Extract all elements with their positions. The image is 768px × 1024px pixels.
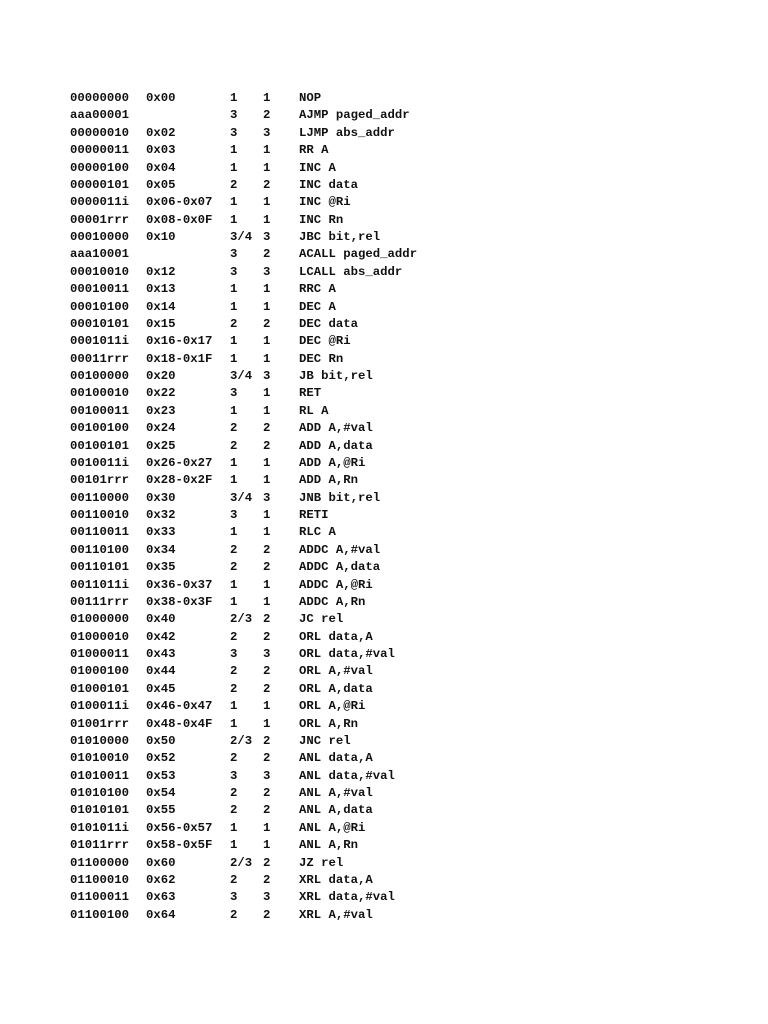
byte-count-cell: 2	[230, 438, 238, 453]
byte-count-cell: 2	[230, 664, 238, 679]
mnemonic-cell: DEC data	[299, 316, 359, 331]
mnemonic-cell: DEC Rn	[299, 351, 344, 366]
cycle-count-cell: 1	[263, 195, 271, 210]
hex-opcode-cell: 0x13	[146, 282, 176, 297]
hex-opcode-cell: 0x43	[146, 647, 176, 661]
byte-count-cell: 3/4	[230, 369, 253, 383]
mnemonic-cell: DEC A	[299, 299, 336, 314]
mnemonic-cell: ADDC A,data	[299, 560, 381, 575]
hex-opcode-cell: 0x56-0x57	[146, 820, 213, 835]
hex-opcode-cell: 0x34	[146, 542, 176, 557]
mnemonic-cell: XRL data,#val	[299, 890, 395, 905]
hex-opcode-cell: 0x63	[146, 890, 176, 905]
cycle-count-cell: 1	[263, 91, 271, 105]
cycle-count-cell: 2	[263, 612, 271, 627]
mnemonic-cell: INC @Ri	[299, 195, 351, 210]
binary-opcode-cell: aaa00001	[70, 108, 130, 123]
hex-opcode-cell: 0x22	[146, 386, 176, 401]
binary-opcode-cell: 0000011i	[70, 195, 130, 210]
hex-opcode-cell: 0x62	[146, 872, 176, 887]
cycle-count-cell: 2	[263, 560, 271, 575]
cycle-count-cell: 3	[263, 369, 271, 383]
binary-opcode-cell: 00100101	[70, 438, 130, 453]
cycle-count-cell: 3	[263, 490, 271, 505]
binary-opcode-cell: 00100100	[70, 421, 130, 436]
binary-opcode-cell: 00100010	[70, 386, 130, 401]
hex-opcode-cell: 0x23	[146, 403, 176, 418]
hex-opcode-cell: 0x28-0x2F	[146, 473, 213, 488]
hex-opcode-cell: 0x55	[146, 803, 176, 818]
mnemonic-cell: ADD A,@Ri	[299, 455, 366, 470]
mnemonic-cell: ANL A,data	[299, 803, 373, 818]
cycle-count-cell: 1	[263, 351, 271, 366]
mnemonic-cell: RL A	[299, 403, 329, 418]
hex-opcode-cell: 0x32	[146, 508, 176, 522]
mnemonic-cell: ORL data,#val	[299, 647, 395, 661]
byte-count-cell: 2	[230, 786, 238, 800]
mnemonic-cell: ANL data,#val	[299, 768, 395, 783]
cycle-count-cell: 2	[263, 316, 271, 331]
hex-opcode-cell: 0x25	[146, 438, 176, 453]
cycle-count-cell: 1	[263, 334, 271, 349]
mnemonic-cell: RRC A	[299, 282, 336, 297]
mnemonic-cell: ANL A,#val	[299, 786, 373, 800]
cycle-count-cell: 2	[263, 629, 271, 644]
mnemonic-cell: ADD A,#val	[299, 421, 373, 436]
byte-count-cell: 2	[230, 177, 238, 192]
hex-opcode-cell: 0x03	[146, 143, 176, 158]
mnemonic-cell: ADD A,data	[299, 438, 373, 453]
binary-opcode-cell: 00010101	[70, 316, 130, 331]
mnemonic-cell: ANL A,@Ri	[299, 820, 366, 835]
binary-opcode-cell: 00110101	[70, 560, 130, 575]
byte-count-cell: 3	[230, 386, 238, 401]
cycle-count-cell: 2	[263, 733, 271, 748]
hex-opcode-cell: 0x33	[146, 525, 176, 540]
binary-opcode-cell: 00000010	[70, 125, 130, 140]
cycle-count-cell: 2	[263, 681, 271, 696]
cycle-count-cell: 1	[263, 473, 271, 488]
byte-count-cell: 2	[230, 681, 238, 696]
mnemonic-cell: RLC A	[299, 525, 336, 540]
cycle-count-cell: 3	[263, 230, 271, 244]
cycle-count-cell: 3	[263, 125, 271, 140]
cycle-count-cell: 2	[263, 803, 271, 818]
mnemonic-cell: XRL data,A	[299, 872, 373, 887]
mnemonic-cell: NOP	[299, 91, 322, 105]
cycle-count-cell: 1	[263, 716, 271, 731]
hex-opcode-cell: 0x04	[146, 160, 176, 175]
byte-count-cell: 1	[230, 455, 238, 470]
hex-opcode-cell: 0x45	[146, 681, 176, 696]
mnemonic-cell: ORL A,#val	[299, 664, 373, 679]
cycle-count-cell: 2	[263, 247, 271, 262]
binary-opcode-cell: 01000011	[70, 647, 130, 661]
cycle-count-cell: 1	[263, 160, 271, 175]
binary-opcode-cell: 00100000	[70, 369, 130, 383]
hex-opcode-cell: 0x14	[146, 299, 176, 314]
cycle-count-cell: 1	[263, 143, 271, 158]
hex-opcode-cell: 0x64	[146, 907, 176, 922]
mnemonic-cell: ORL A,@Ri	[299, 699, 366, 714]
cycle-count-cell: 2	[263, 421, 271, 436]
mnemonic-cell: INC Rn	[299, 212, 344, 227]
mnemonic-cell: JBC bit,rel	[299, 230, 381, 244]
cycle-count-cell: 3	[263, 264, 271, 279]
cycle-count-cell: 2	[263, 907, 271, 922]
cycle-count-cell: 1	[263, 594, 271, 609]
cycle-count-cell: 2	[263, 786, 271, 800]
byte-count-cell: 2	[230, 872, 238, 887]
cycle-count-cell: 1	[263, 403, 271, 418]
mnemonic-cell: JC rel	[299, 612, 344, 627]
mnemonic-cell: RET	[299, 386, 322, 401]
byte-count-cell: 3	[230, 508, 238, 522]
binary-opcode-cell: 00000011	[70, 143, 130, 158]
cycle-count-cell: 1	[263, 282, 271, 297]
cycle-count-cell: 3	[263, 647, 271, 661]
byte-count-cell: 1	[230, 299, 238, 314]
mnemonic-cell: RETI	[299, 508, 329, 522]
byte-count-cell: 1	[230, 143, 238, 158]
binary-opcode-cell: 0011011i	[70, 577, 130, 592]
hex-opcode-cell: 0x16-0x17	[146, 334, 213, 349]
hex-opcode-cell: 0x54	[146, 786, 176, 800]
hex-opcode-cell: 0x60	[146, 855, 176, 870]
cycle-count-cell: 2	[263, 438, 271, 453]
binary-opcode-cell: 00101rrr	[70, 473, 130, 488]
binary-opcode-cell: 00010000	[70, 230, 130, 244]
byte-count-cell: 3	[230, 125, 238, 140]
binary-opcode-cell: 01000000	[70, 612, 130, 627]
binary-opcode-cell: 00111rrr	[70, 594, 130, 609]
hex-opcode-cell: 0x48-0x4F	[146, 716, 213, 731]
mnemonic-cell: INC data	[299, 177, 359, 192]
binary-opcode-cell: 01010000	[70, 733, 130, 748]
mnemonic-cell: ORL A,Rn	[299, 716, 359, 731]
byte-count-cell: 2	[230, 803, 238, 818]
mnemonic-cell: ADD A,Rn	[299, 473, 359, 488]
byte-count-cell: 1	[230, 716, 238, 731]
binary-opcode-cell: 01000010	[70, 629, 130, 644]
byte-count-cell: 1	[230, 525, 238, 540]
hex-opcode-cell: 0x26-0x27	[146, 455, 213, 470]
binary-opcode-cell: 00110000	[70, 490, 130, 505]
cycle-count-cell: 1	[263, 508, 271, 522]
mnemonic-cell: ORL data,A	[299, 629, 373, 644]
binary-opcode-cell: 00110011	[70, 525, 130, 540]
hex-opcode-cell: 0x15	[146, 316, 176, 331]
hex-opcode-cell: 0x40	[146, 612, 176, 627]
binary-opcode-cell: 00000100	[70, 160, 130, 175]
byte-count-cell: 1	[230, 195, 238, 210]
mnemonic-cell: ORL A,data	[299, 681, 373, 696]
hex-opcode-cell: 0x08-0x0F	[146, 212, 213, 227]
mnemonic-cell: ADDC A,Rn	[299, 594, 366, 609]
byte-count-cell: 1	[230, 699, 238, 714]
mnemonic-cell: AJMP paged_addr	[299, 108, 410, 123]
binary-opcode-cell: 00000101	[70, 177, 130, 192]
mnemonic-cell: JB bit,rel	[299, 369, 373, 383]
byte-count-cell: 2	[230, 421, 238, 436]
binary-opcode-cell: 00100011	[70, 403, 130, 418]
cycle-count-cell: 1	[263, 699, 271, 714]
cycle-count-cell: 2	[263, 855, 271, 870]
binary-opcode-cell: 01100000	[70, 855, 130, 870]
byte-count-cell: 3	[230, 264, 238, 279]
cycle-count-cell: 1	[263, 299, 271, 314]
binary-opcode-cell: 01100011	[70, 890, 130, 905]
binary-opcode-cell: 01100100	[70, 907, 130, 922]
hex-opcode-cell: 0x24	[146, 421, 176, 436]
byte-count-cell: 1	[230, 212, 238, 227]
cycle-count-cell: 2	[263, 751, 271, 766]
mnemonic-cell: ACALL paged_addr	[299, 247, 418, 262]
byte-count-cell: 1	[230, 594, 238, 609]
hex-opcode-cell: 0x30	[146, 490, 176, 505]
hex-opcode-cell: 0x05	[146, 177, 176, 192]
byte-count-cell: 2	[230, 907, 238, 922]
binary-opcode-cell: 00011rrr	[70, 351, 130, 366]
binary-opcode-cell: 00001rrr	[70, 212, 130, 227]
mnemonic-cell: ADDC A,#val	[299, 542, 381, 557]
cycle-count-cell: 2	[263, 664, 271, 679]
binary-opcode-cell: 00010010	[70, 264, 130, 279]
byte-count-cell: 3	[230, 768, 238, 783]
hex-opcode-cell: 0x50	[146, 733, 176, 748]
cycle-count-cell: 1	[263, 212, 271, 227]
hex-opcode-cell: 0x53	[146, 768, 176, 783]
hex-opcode-cell: 0x18-0x1F	[146, 351, 213, 366]
binary-opcode-cell: 01000101	[70, 681, 130, 696]
binary-opcode-cell: 01000100	[70, 664, 130, 679]
mnemonic-cell: ANL data,A	[299, 751, 373, 766]
binary-opcode-cell: 01001rrr	[70, 716, 130, 731]
mnemonic-cell: ADDC A,@Ri	[299, 577, 373, 592]
mnemonic-cell: RR A	[299, 143, 329, 158]
binary-opcode-cell: 0010011i	[70, 455, 130, 470]
binary-opcode-cell: 00010011	[70, 282, 130, 297]
byte-count-cell: 3	[230, 108, 238, 123]
binary-opcode-cell: 00110010	[70, 508, 130, 522]
cycle-count-cell: 3	[263, 768, 271, 783]
byte-count-cell: 2	[230, 751, 238, 766]
byte-count-cell: 2	[230, 560, 238, 575]
binary-opcode-cell: 01010100	[70, 786, 130, 800]
byte-count-cell: 2/3	[230, 855, 253, 870]
binary-opcode-cell: 01100010	[70, 872, 130, 887]
byte-count-cell: 1	[230, 473, 238, 488]
byte-count-cell: 2	[230, 629, 238, 644]
byte-count-cell: 2	[230, 542, 238, 557]
hex-opcode-cell: 0x38-0x3F	[146, 594, 213, 609]
binary-opcode-cell: 01010011	[70, 768, 130, 783]
byte-count-cell: 3/4	[230, 490, 253, 505]
mnemonic-cell: JNC rel	[299, 733, 351, 748]
byte-count-cell: 1	[230, 91, 238, 105]
byte-count-cell: 3	[230, 247, 238, 262]
binary-opcode-cell: 0001011i	[70, 334, 130, 349]
mnemonic-cell: LCALL abs_addr	[299, 264, 403, 279]
byte-count-cell: 2	[230, 316, 238, 331]
cycle-count-cell: 2	[263, 542, 271, 557]
mnemonic-cell: INC A	[299, 160, 336, 175]
hex-opcode-cell: 0x35	[146, 560, 176, 575]
hex-opcode-cell: 0x10	[146, 230, 176, 244]
byte-count-cell: 1	[230, 403, 238, 418]
hex-opcode-cell: 0x42	[146, 629, 176, 644]
binary-opcode-cell: 0100011i	[70, 699, 130, 714]
byte-count-cell: 3/4	[230, 230, 253, 244]
binary-opcode-cell: aaa10001	[70, 247, 130, 262]
cycle-count-cell: 3	[263, 890, 271, 905]
mnemonic-cell: XRL A,#val	[299, 907, 373, 922]
cycle-count-cell: 2	[263, 108, 271, 123]
cycle-count-cell: 2	[263, 872, 271, 887]
cycle-count-cell: 1	[263, 838, 271, 853]
binary-opcode-cell: 00110100	[70, 542, 130, 557]
binary-opcode-cell: 00010100	[70, 299, 130, 314]
cycle-count-cell: 2	[263, 177, 271, 192]
hex-opcode-cell: 0x06-0x07	[146, 195, 213, 210]
byte-count-cell: 1	[230, 334, 238, 349]
mnemonic-cell: LJMP abs_addr	[299, 125, 395, 140]
byte-count-cell: 1	[230, 838, 238, 853]
byte-count-cell: 1	[230, 351, 238, 366]
byte-count-cell: 1	[230, 282, 238, 297]
hex-opcode-cell: 0x46-0x47	[146, 699, 213, 714]
cycle-count-cell: 1	[263, 577, 271, 592]
mnemonic-cell: JZ rel	[299, 855, 344, 870]
hex-opcode-cell: 0x02	[146, 125, 176, 140]
hex-opcode-cell: 0x12	[146, 264, 176, 279]
mnemonic-cell: DEC @Ri	[299, 334, 351, 349]
byte-count-cell: 3	[230, 890, 238, 905]
byte-count-cell: 1	[230, 160, 238, 175]
cycle-count-cell: 1	[263, 455, 271, 470]
cycle-count-cell: 1	[263, 386, 271, 401]
binary-opcode-cell: 01010101	[70, 803, 130, 818]
hex-opcode-cell: 0x52	[146, 751, 176, 766]
byte-count-cell: 2/3	[230, 612, 253, 627]
binary-opcode-cell: 01010010	[70, 751, 130, 766]
hex-opcode-cell: 0x36-0x37	[146, 577, 213, 592]
hex-opcode-cell: 0x44	[146, 664, 176, 679]
cycle-count-cell: 1	[263, 820, 271, 835]
byte-count-cell: 1	[230, 820, 238, 835]
hex-opcode-cell: 0x00	[146, 91, 176, 105]
binary-opcode-cell: 0101011i	[70, 820, 130, 835]
mnemonic-cell: JNB bit,rel	[299, 490, 381, 505]
cycle-count-cell: 1	[263, 525, 271, 540]
byte-count-cell: 2/3	[230, 733, 253, 748]
byte-count-cell: 1	[230, 577, 238, 592]
binary-opcode-cell: 01011rrr	[70, 838, 130, 853]
hex-opcode-cell: 0x20	[146, 369, 176, 383]
binary-opcode-cell: 00000000	[70, 91, 130, 105]
hex-opcode-cell: 0x58-0x5F	[146, 838, 213, 853]
mnemonic-cell: ANL A,Rn	[299, 838, 359, 853]
byte-count-cell: 3	[230, 647, 238, 661]
